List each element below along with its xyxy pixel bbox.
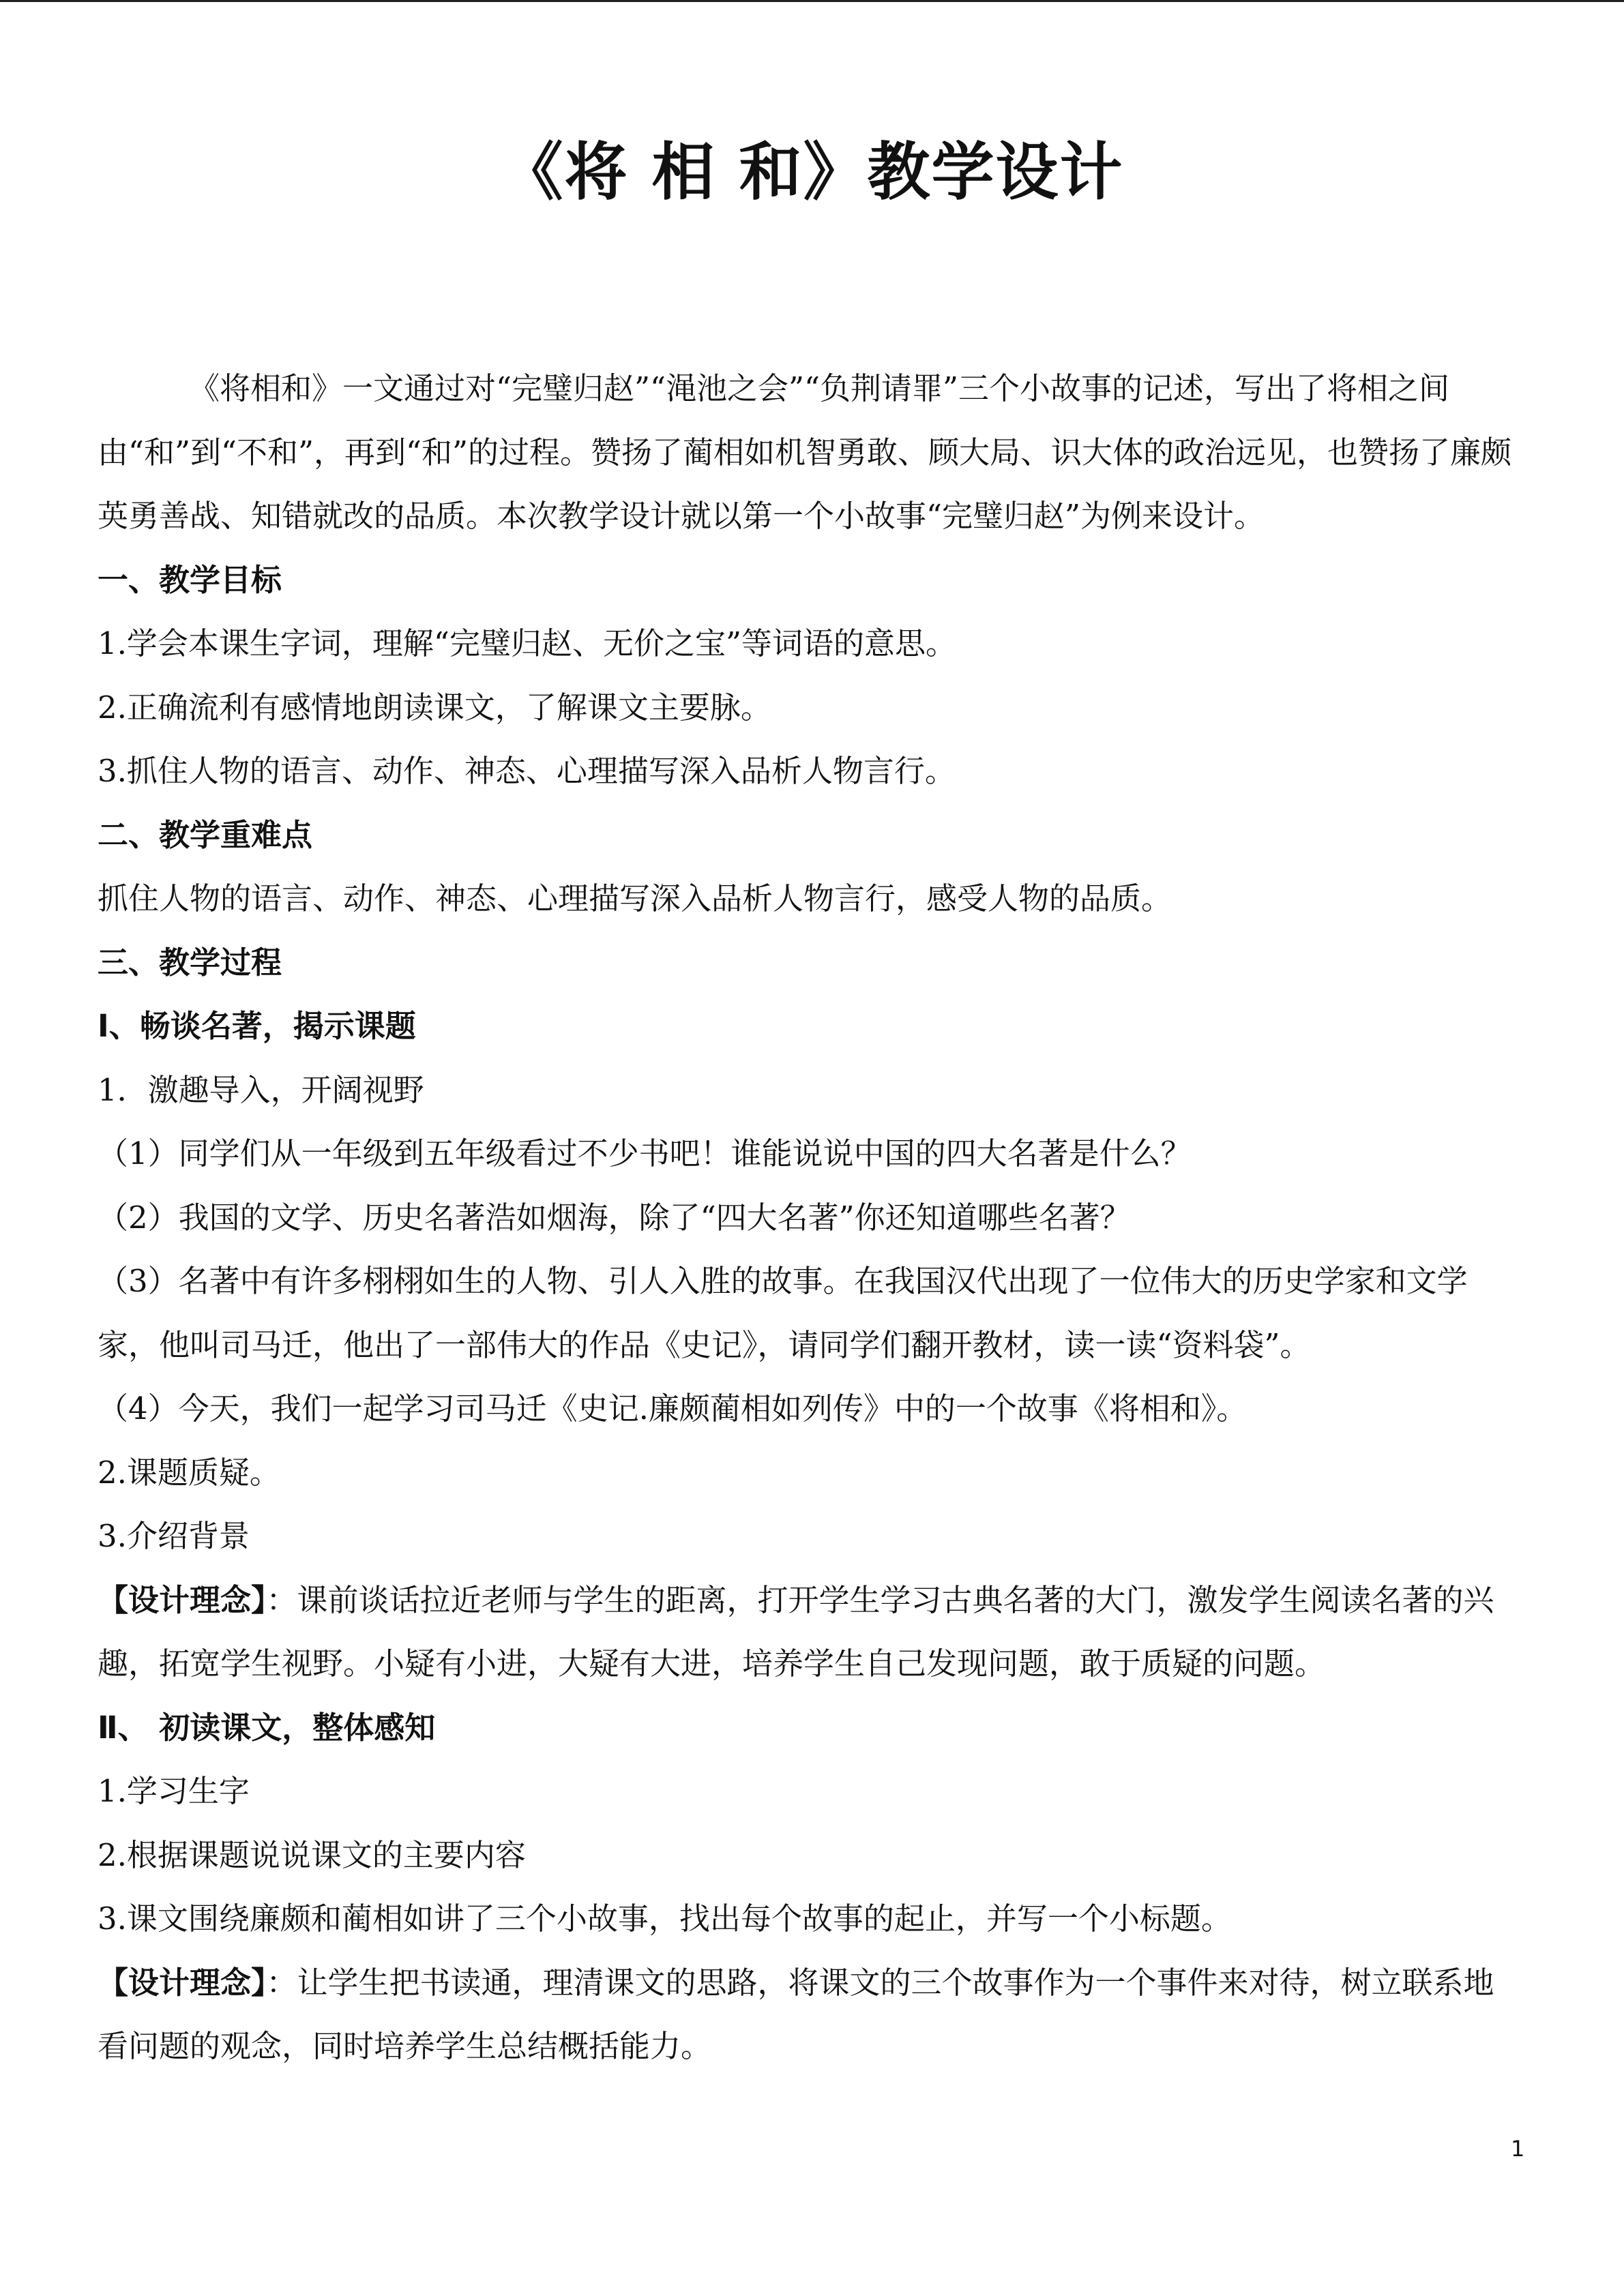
design-label: 【设计理念】 [98,1964,267,2001]
page-number: 1 [1511,2136,1525,2162]
part2-item: 2.根据课题说说课文的主要内容 [98,1836,526,1873]
part2-item: 3.课文围绕廉颇和蔺相如讲了三个小故事，找出每个故事的起止，并写一个小标题。 [98,1900,1232,1937]
intro-paragraph: 《将相和》一文通过对“完璧归赵”“渑池之会”“负荆请罪”三个小故事的记述，写出了将相之间由“和”到“不和”，再到“和”的过程。赞扬了蔺相如机智勇敢、顾大局、识大体的政治远见，也赞扬了廉颇英勇善战、知错就改的品质。本次教学设计就以第一个小故事“完璧归赵”为例来设计。 [98,370,1512,534]
section-heading-key-points: 二、教学重难点 [98,816,313,853]
design-note-text: ：让学生把书读通，理清课文的思路，将课文的三个故事作为一个事件来对待，树立联系地看问题的观念，同时培养学生总结概括能力。 [98,1964,1494,2064]
part1-item: 2.课题质疑。 [98,1454,280,1491]
design-note-text: ：课前谈话拉近老师与学生的距离，打开学生学习古典名著的大门，激发学生阅读名著的兴趣，拓宽学生视野。小疑有小进，大疑有大进，培养学生自己发现问题，敢于质疑的问题。 [98,1581,1494,1682]
key-points-text: 抓住人物的语言、动作、神态、心理描写深入品析人物言行，感受人物的品质。 [98,880,1172,916]
objective-item: 2.正确流利有感情地朗读课文，了解课文主要脉。 [98,689,771,726]
objective-item: 1.学会本课生字词，理解“完璧归赵、无价之宝”等词语的意思。 [98,625,956,661]
document-body [98,357,1523,2078]
section-heading-objectives: 一、教学目标 [98,561,282,598]
part2-item: 1.学习生字 [98,1773,250,1809]
part1-subitem: （1）同学们从一年级到五年级看过不少书吧！谁能说说中国的四大名著是什么？ [98,1135,1192,1172]
part1-subitem: （3）名著中有许多栩栩如生的人物、引人入胜的故事。在我国汉代出现了一位伟大的历史学家和文学家，他叫司马迁，他出了一部伟大的作品《史记》，请同学们翻开教材，读一读“资料袋”。 [98,1263,1468,1363]
part-heading-1: Ⅰ、畅谈名著，揭示课题 [98,1008,416,1044]
part1-item: 1．激趣导入，开阔视野 [98,1071,424,1108]
part-heading-2: Ⅱ、 初读课文，整体感知 [98,1709,436,1746]
part1-subitem: （2）我国的文学、历史名著浩如烟海，除了“四大名著”你还知道哪些名著？ [98,1199,1131,1236]
document-title: 《将 相 和》教学设计 [500,136,1124,209]
part1-item: 3.介绍背景 [98,1518,250,1554]
part1-subitem: （4）今天，我们一起学习司马迁《史记.廉颇蔺相如列传》中的一个故事《将相和》。 [98,1390,1247,1427]
design-label: 【设计理念】 [98,1581,267,1618]
design-note-2 [98,1951,1523,2078]
design-note-1 [98,1568,1523,1696]
objective-item: 3.抓住人物的语言、动作、神态、心理描写深入品析人物言行。 [98,753,956,789]
section-heading-process: 三、教学过程 [98,944,282,981]
